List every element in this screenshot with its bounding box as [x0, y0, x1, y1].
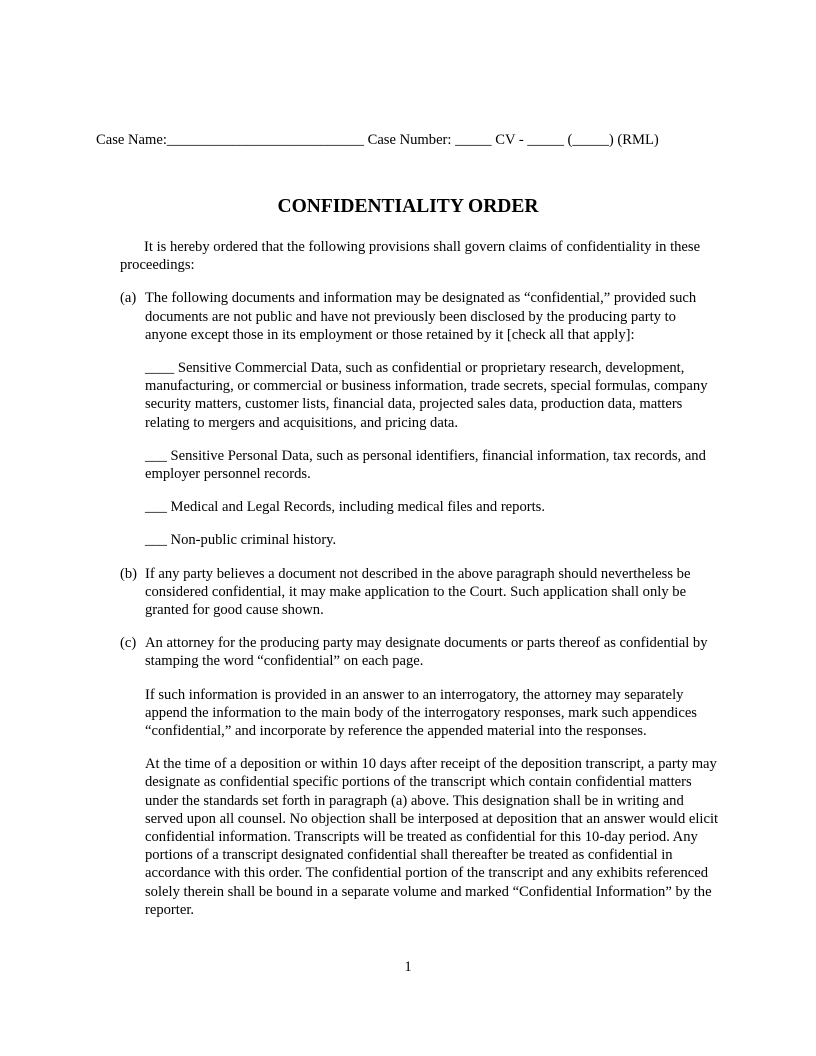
item-c-marker: (c): [120, 635, 137, 652]
item-b-marker: (b): [120, 565, 138, 582]
item-c-text: An attorney for the producing party may designate documents or parts thereof as confidential by stamping the word “confidential” on each page.: [145, 635, 708, 670]
option-medical-legal-records: ___ Medical and Legal Records, including medical files and reports.: [145, 499, 545, 516]
option-commercial-data: ____ Sensitive Commercial Data, such as confidential or proprietary research, development, manufacturing, or commercial or business information, trade secrets, special formulas, company security matters, customer lists, financial data, projected sales data, production data, matters relating to mergers and acquisitions, and pricing data.: [145, 360, 708, 431]
item-c-deposition-paragraph: At the time of a deposition or within 10 days after receipt of the deposition transcript, a party may designate as confidential specific portions of the transcript which contain confidential matters under the standards set forth in paragraph (a) above. This designation shall be in writing and served upon all counsel. No objection shall be interposed at deposition that an answer would elicit confidential information. Transcripts will be treated as confidential for this 10-day period. Any portions of a transcript designated confidential shall thereafter be treated as confidential in accordance with this order. The confidential portion of the transcript and any exhibits referenced solely therein shall be bound in a separate volume and marked “Confidential Information” by the reporter.: [145, 756, 719, 918]
case-header-line: Case Name:___________________________ Case Number: _____ CV - _____ (_____) (RML): [96, 132, 659, 148]
item-a: [120, 289, 720, 549]
item-b: [120, 565, 720, 620]
item-a-text: The following documents and information may be designated as “confidential,” provided such documents are not public and have not previously been disclosed by the producing party to anyone except those in its employment or those retained by it [check all that apply]:: [145, 290, 697, 343]
intro-paragraph: It is hereby ordered that the following provisions shall govern claims of confidentiality in these proceedings:: [120, 239, 701, 274]
item-a-marker: (a): [120, 290, 137, 307]
document-title: CONFIDENTIALITY ORDER: [277, 196, 539, 217]
option-criminal-history: ___ Non-public criminal history.: [145, 532, 337, 549]
document-body: [120, 238, 720, 919]
item-b-text: If any party believes a document not described in the above paragraph should nevertheless be considered confidential, it may make application to the Court. Such application shall only be granted for good cause shown.: [145, 565, 691, 619]
page-number: 1: [404, 959, 412, 975]
option-personal-data: ___ Sensitive Personal Data, such as personal identifiers, financial information, tax records, and employer personnel records.: [145, 447, 706, 483]
item-c-interrogatory-paragraph: If such information is provided in an answer to an interrogatory, the attorney may separately append the information to the main body of the interrogatory responses, mark such appendices “confidential,” and incorporate by reference the appended material into the responses.: [145, 686, 697, 740]
item-c: [120, 634, 720, 919]
